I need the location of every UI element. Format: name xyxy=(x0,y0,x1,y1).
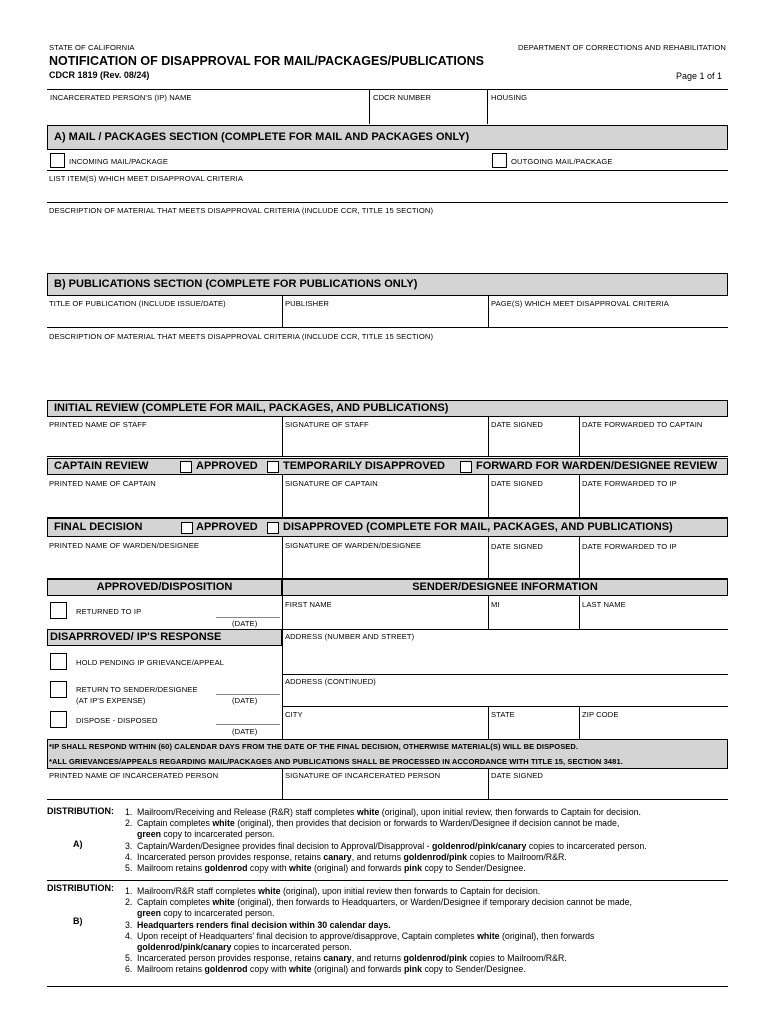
returned-date-label: (DATE) xyxy=(232,619,258,628)
returned-date-line[interactable] xyxy=(216,617,280,618)
initial-review-title: INITIAL REVIEW (COMPLETE FOR MAIL, PACKAGES, AND PUBLICATIONS) xyxy=(54,402,449,414)
description-a-label: DESCRIPTION OF MATERIAL THAT MEETS DISAPPROVAL CRITERIA (INCLUDE CCR, TITLE 15 SECTION) xyxy=(49,206,434,215)
warden-date-forwarded-label: DATE FORWARDED TO IP xyxy=(582,542,677,551)
ip-date-signed-field[interactable] xyxy=(491,781,727,797)
distribution-a-item-1: 1. Mailroom/Receiving and Release (R&R) staff completes white (original), upon initial review, then forwards to Captain for decision. xyxy=(125,807,641,817)
mi-field[interactable] xyxy=(491,610,576,627)
address-label: ADDRESS (NUMBER AND STREET) xyxy=(285,632,415,641)
state-field-label: STATE xyxy=(491,710,515,719)
distribution-b-item-2-cont: green copy to incarcerated person. xyxy=(137,908,275,919)
department-label: DEPARTMENT OF CORRECTIONS AND REHABILITATION xyxy=(518,43,726,52)
cdcr-number-label: CDCR NUMBER xyxy=(373,93,432,102)
hold-pending-label: HOLD PENDING IP GRIEVANCE/APPEAL xyxy=(76,658,225,667)
captain-forward-checkbox[interactable] xyxy=(460,461,472,473)
list-items-field[interactable] xyxy=(49,183,727,200)
notice-respond-60-days: *IP SHALL RESPOND WITHIN (60) CALENDAR DAYS FROM THE DATE OF THE FINAL DECISION, OTHERWISE MATERIAL(S) WILL BE DISPOSED. xyxy=(49,742,579,751)
captain-approved-label: APPROVED xyxy=(196,460,258,472)
distribution-b-item-3: 3. Headquarters renders final decision within 30 calendar days. xyxy=(125,919,391,930)
list-items-label: LIST ITEM(S) WHICH MEET DISAPPROVAL CRITERIA xyxy=(49,174,243,183)
initial-review-header xyxy=(47,400,728,417)
dispose-date-label: (DATE) xyxy=(232,727,258,736)
distribution-b-letter: B) xyxy=(73,916,83,926)
publication-title-field[interactable] xyxy=(49,308,279,326)
captain-date-signed-field[interactable] xyxy=(491,489,576,515)
sender-info-header xyxy=(282,579,728,596)
section-a-title: A) MAIL / PACKAGES SECTION (COMPLETE FOR MAIL AND PACKAGES ONLY) xyxy=(54,131,470,143)
final-approved-label: APPROVED xyxy=(196,521,258,533)
ip-name-field[interactable] xyxy=(50,101,366,123)
address-continued-label: ADDRESS (CONTINUED) xyxy=(285,677,376,686)
distribution-a-item-3: 3. Captain/Warden/Designee provides final decision to Approval/Disapproval - goldenrod/pink/canary copies to incarcerated person. xyxy=(125,840,647,851)
dispose-date-line[interactable] xyxy=(216,724,280,725)
pages-label: PAGE(S) WHICH MEET DISAPPROVAL CRITERIA xyxy=(491,299,669,308)
zip-field[interactable] xyxy=(582,720,727,737)
date-forwarded-captain-field[interactable] xyxy=(582,430,727,454)
address-field[interactable] xyxy=(285,642,727,672)
address-continued-field[interactable] xyxy=(285,687,727,704)
captain-temp-disapproved-label: TEMPORARILY DISAPPROVED xyxy=(283,460,445,472)
publisher-label: PUBLISHER xyxy=(285,299,329,308)
hold-pending-checkbox[interactable] xyxy=(50,653,67,670)
distribution-b-item-4: 4. Upon receipt of Headquarters' final decision to approve/disapprove, Captain completes white (original), then forwards xyxy=(125,930,595,941)
final-decision-header xyxy=(47,518,728,537)
distribution-b-item-6: 6. Mailroom retains goldenrod copy with white (original) and forwards pink copy to Sender/Designee. xyxy=(125,964,526,975)
notice-grievances: *ALL GRIEVANCES/APPEALS REGARDING MAIL/PACKAGES AND PUBLICATIONS SHALL BE PROCESSED IN ACCORDANCE WITH TITLE 15, SECTION 3481. xyxy=(49,757,623,766)
housing-field[interactable] xyxy=(490,101,726,123)
staff-signature-label: SIGNATURE OF STAFF xyxy=(285,420,369,429)
date-forwarded-captain-label: DATE FORWARDED TO CAPTAIN xyxy=(582,420,703,429)
distribution-a-item-2-cont: green copy to incarcerated person. xyxy=(137,829,275,840)
return-to-sender-checkbox[interactable] xyxy=(50,681,67,698)
warden-date-forwarded-field[interactable] xyxy=(582,551,727,576)
ip-response-header xyxy=(47,629,282,646)
captain-printed-name-field[interactable] xyxy=(49,489,279,515)
returned-to-ip-label: RETURNED TO IP xyxy=(76,607,142,616)
outgoing-mail-label: OUTGOING MAIL/PACKAGE xyxy=(511,157,613,166)
description-b-label: DESCRIPTION OF MATERIAL THAT MEETS DISAPPROVAL CRITERIA (INCLUDE CCR, TITLE 15 SECTION) xyxy=(49,332,434,341)
warden-printed-name-label: PRINTED NAME OF WARDEN/DESIGNEE xyxy=(49,541,200,550)
distribution-a-item-2: 2. Captain completes white (original), then provides that decision or forwards to Warden/Designee if decision cannot be made, xyxy=(125,818,620,829)
ip-signature-label: SIGNATURE OF INCARCERATED PERSON xyxy=(285,771,441,780)
city-field[interactable] xyxy=(285,720,485,737)
state-label: STATE OF CALIFORNIA xyxy=(49,43,135,52)
captain-signature-label: SIGNATURE OF CAPTAIN xyxy=(285,479,378,488)
return-date-line[interactable] xyxy=(216,694,280,695)
ip-printed-name-label: PRINTED NAME OF INCARCERATED PERSON xyxy=(49,771,219,780)
return-date-label: (DATE) xyxy=(232,696,258,705)
ip-date-signed-label: DATE SIGNED xyxy=(491,771,544,780)
page-number: Page 1 of 1 xyxy=(676,71,723,81)
distribution-a-item-5: 5. Mailroom retains goldenrod copy with white (original) and forwards pink copy to Sender/Designee. xyxy=(125,863,526,874)
captain-date-signed-label: DATE SIGNED xyxy=(491,479,544,488)
distribution-b-list xyxy=(125,886,735,976)
approved-disposition-header xyxy=(47,579,282,596)
captain-approved-checkbox[interactable] xyxy=(180,461,192,473)
zip-label: ZIP CODE xyxy=(582,710,619,719)
distribution-b-item-4-cont: goldenrod/pink/canary copies to incarcerated person. xyxy=(137,942,352,953)
section-a-header xyxy=(47,125,728,150)
captain-date-forwarded-label: DATE FORWARDED TO IP xyxy=(582,479,677,488)
state-field[interactable] xyxy=(491,720,576,737)
section-b-title: B) PUBLICATIONS SECTION (COMPLETE FOR PUBLICATIONS ONLY) xyxy=(54,278,418,290)
distribution-a-label: DISTRIBUTION: xyxy=(47,806,114,816)
final-disapproved-checkbox[interactable] xyxy=(267,522,279,534)
return-to-sender-label: RETURN TO SENDER/DESIGNEE xyxy=(76,685,198,694)
ip-response-title: DISAPRROVED/ IP'S RESPONSE xyxy=(50,631,222,643)
captain-temp-disapproved-checkbox[interactable] xyxy=(267,461,279,473)
staff-printed-name-field[interactable] xyxy=(49,430,279,454)
last-name-label: LAST NAME xyxy=(582,600,626,609)
housing-label: HOUSING xyxy=(491,93,528,102)
distribution-b-item-1: 1. Mailroom/R&R staff completes white (original), upon initial review then forwards to Captain for decision. xyxy=(125,886,541,896)
final-decision-title: FINAL DECISION xyxy=(54,521,143,533)
warden-signature-label: SIGNATURE OF WARDEN/DESIGNEE xyxy=(285,541,422,550)
form-id: CDCR 1819 (Rev. 08/24) xyxy=(49,70,150,80)
return-expense-label: (AT IP'S EXPENSE) xyxy=(76,696,146,705)
warden-signature-field[interactable] xyxy=(285,551,485,576)
staff-date-signed-field[interactable] xyxy=(491,430,576,454)
distribution-a-list xyxy=(125,807,735,874)
publication-title-label: TITLE OF PUBLICATION (INCLUDE ISSUE/DATE) xyxy=(49,299,226,308)
distribution-a-item-4: 4. Incarcerated person provides response, retains canary, and returns goldenrod/pink copies to Mailroom/R&R. xyxy=(125,851,567,862)
dispose-label: DISPOSE - DISPOSED xyxy=(76,716,158,725)
captain-date-forwarded-field[interactable] xyxy=(582,489,727,515)
captain-review-header xyxy=(47,458,728,475)
distribution-b-item-2: 2. Captain completes white (original), then forwards to Headquarters, or Warden/Designee if temporary decision cannot be made, xyxy=(125,897,632,908)
ip-signature-field[interactable] xyxy=(285,781,485,797)
first-name-field[interactable] xyxy=(285,610,485,627)
staff-printed-name-label: PRINTED NAME OF STAFF xyxy=(49,420,147,429)
warden-printed-name-field[interactable] xyxy=(49,551,279,576)
incoming-mail-checkbox[interactable] xyxy=(50,153,65,168)
mi-label: MI xyxy=(491,600,500,609)
final-approved-checkbox[interactable] xyxy=(181,522,193,534)
approved-disposition-title: APPROVED/DISPOSITION xyxy=(96,581,233,593)
incoming-mail-label: INCOMING MAIL/PACKAGE xyxy=(69,157,169,166)
distribution-a-letter: A) xyxy=(73,839,83,849)
warden-date-signed-label: DATE SIGNED xyxy=(491,542,544,551)
description-a-field[interactable] xyxy=(49,216,727,271)
returned-to-ip-checkbox[interactable] xyxy=(50,602,67,619)
captain-forward-label: FORWARD FOR WARDEN/DESIGNEE REVIEW xyxy=(476,460,718,472)
sender-info-title: SENDER/DESIGNEE INFORMATION xyxy=(412,581,598,593)
pages-field[interactable] xyxy=(491,308,727,326)
first-name-label: FIRST NAME xyxy=(285,600,332,609)
captain-printed-name-label: PRINTED NAME OF CAPTAIN xyxy=(49,479,156,488)
captain-review-title: CAPTAIN REVIEW xyxy=(54,460,149,472)
dispose-checkbox[interactable] xyxy=(50,711,67,728)
city-label: CITY xyxy=(285,710,303,719)
outgoing-mail-checkbox[interactable] xyxy=(492,153,507,168)
distribution-b-item-5: 5. Incarcerated person provides response, retains canary, and returns goldenrod/pink copies to Mailroom/R&R. xyxy=(125,953,567,964)
notices-box xyxy=(47,739,728,769)
ip-printed-name-field[interactable] xyxy=(49,781,279,797)
warden-date-signed-field[interactable] xyxy=(491,551,576,576)
publisher-field[interactable] xyxy=(285,308,485,326)
form-title: NOTIFICATION OF DISAPPROVAL FOR MAIL/PACKAGES/PUBLICATIONS xyxy=(49,54,484,68)
staff-signature-field[interactable] xyxy=(285,430,485,454)
last-name-field[interactable] xyxy=(582,610,727,627)
cdcr-number-field[interactable] xyxy=(372,101,484,123)
ip-name-label: INCARCERATED PERSON'S (IP) NAME xyxy=(50,93,192,102)
staff-date-signed-label: DATE SIGNED xyxy=(491,420,544,429)
description-b-field[interactable] xyxy=(49,342,727,398)
distribution-b-label: DISTRIBUTION: xyxy=(47,883,114,893)
section-b-header xyxy=(47,273,728,296)
final-disapproved-label: DISAPPROVED (COMPLETE FOR MAIL, PACKAGES, AND PUBLICATIONS) xyxy=(283,521,673,533)
captain-signature-field[interactable] xyxy=(285,489,485,515)
